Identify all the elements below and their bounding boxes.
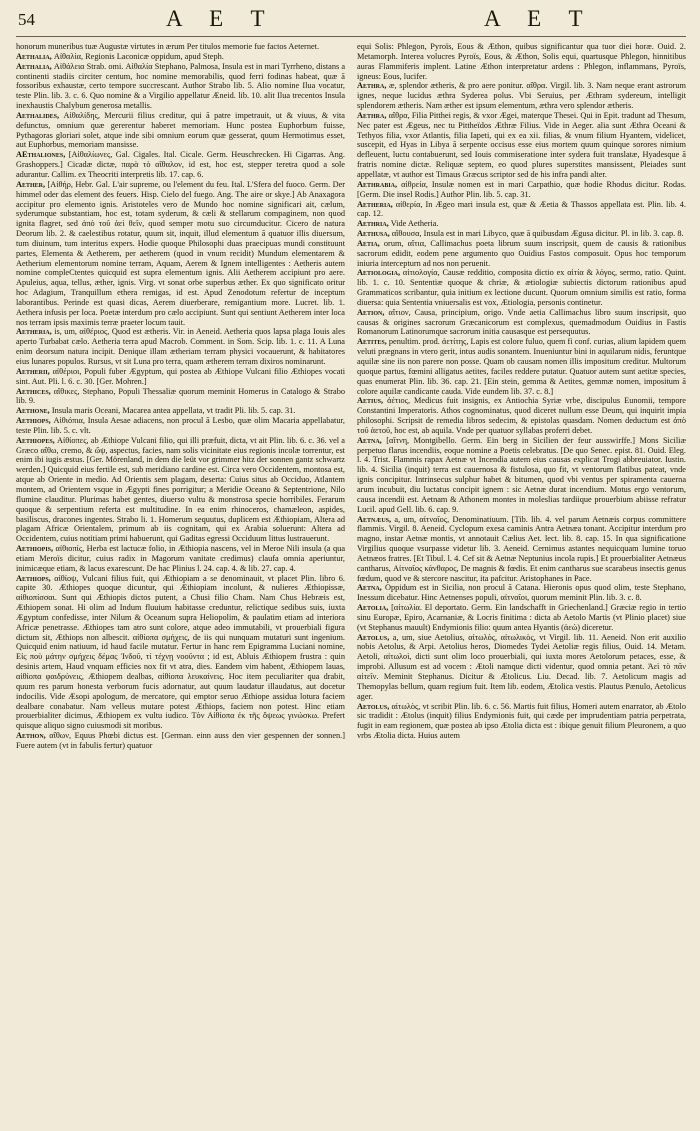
entry-headword: Aethices,: [16, 386, 51, 396]
running-head-left: A E T: [166, 6, 276, 31]
entry-text: Insula maris Oceani, Macarea antea appellata, vt tradit Pli. lib. 5. cap. 31.: [51, 406, 296, 416]
dictionary-entry: [357, 396, 686, 435]
entry-headword: Aethrabia,: [357, 179, 398, 189]
entry-headword: Aetius,: [357, 396, 384, 406]
entry-text: αἰθρεία, Insulæ nomen est in mari Carpathio, quæ hodie Rhodus dicitur. Rodas. [Germ. Die insel Rodis.] Author Plin. lib. 5. cap. 31.: [357, 179, 686, 199]
entry-headword: Aetiologia,: [357, 268, 401, 278]
entry-headword: Aethalia,: [16, 61, 52, 71]
running-header: [16, 6, 686, 37]
entry-text: æ, splendor ætheris, & pro aere ponitur. αἴθρα. Virgil. lib. 3. Nam neque erant astrorum ignes, neque lucidus æthra Syderea polus. Vbi Seruius, per Æthram sydereum, intelligit splendorem ætheris. Nam æther est ipsum elementum, æthra vero splendor ætheris.: [357, 81, 686, 111]
entry-text: αἴτιον, Causa, principium, origo. Vnde aetia Callimachus libro suum inscripsit, quo causas & origines sacrorum Græcanicorum est complexus, quemadmodum Ouidius in Fastis Romanorum Latinorumque sacrorum initia causasque est persequutus.: [357, 307, 686, 337]
entry-text: αἰθίοψ, Vulcani filius fuit, qui Æthiopiam a se denominauit, vt placet Plin. libro 6. capite 30. Æthiopes quoque dicuntur, qui Æthiopiam incolunt, & nulieres Æthiopissæ, αἰθιοπίσσαι. Sunt qui Æthiopis dictos putent, a Chusi filio Cham. Nam Chus Hebræis est, Æthiopem sonat. Hi olim ad Indum fluuium habitasse creduntur, relictique sedibus suis, iuxta Ægyptum confedisse, inter Nilum & Oceanum supra Heliopolim, & paulatim etiam ad interiora Africæ penetrasse. Æthiopes tam atro sunt colore, atque adeo immutabili, vt prouerbiali figura dictum sit, Æthiops non albescit. αἰθίοπα σμήχεις, de iis qui nunquam mutaturi sunt ingenium. Quicquid enim natiuum, id haud facile mutatur. Fertur in hanc rem Epigramma Luciani nomine, Εἰς ποὺ μάτην σμήχεις δέμας Ἰνδοῦ, τί τέχνῃ νοοῦντα ; id est, Abluis Æthiopem frustra : quin desinis artem, Haud vnquam efficies nox fit vt atra, dies. Eandem vim habent, Æthiopem lauas, αἰθίοπα φαιδρύνεις, Æthiopem dealbas, αἰθίοπα λευκαίνεις. Hoc item peculiariter qua drabit, quum res parum honesta verborum fucis adornatur, aut quum laudatur illaudatus, aut docetur indocilis. Vide Æsopi apologum, de mercatore, qui emptor seruo Æthiope assidua lotura faciem dealbare conabatur. Nam velleus mutare potest Æthiops, faciem non potest. Hinc etiam prouerbialiter dicimus, Æthiopem ex vultu iudico. Tὸν Αἰθίοπα ἐκ τῆς ὄψεως γινώσκω. Prefert quisque aliquo signo cuiusmodi sit moribus.: [16, 573, 345, 731]
dictionary-entry: [357, 583, 686, 603]
entry-headword: Aethone,: [16, 406, 50, 416]
dictionary-entry: [357, 436, 686, 515]
entry-text: orum, αἴτια, Callimachus poeta librum suum inscripsit, quem de causis & rationibus sacrorum edidit, eodem pene argumento quo Ouidius Fastos composuit. Opus hoc temporum iniuria intercepturn ad nos non peruenit.: [357, 238, 686, 268]
dictionary-entry: [16, 416, 345, 436]
entry-text: Vide Aetheria.: [390, 219, 439, 229]
entry-text: [αἰτωλία. El deportato. Germ. Ein landschafft in Griechenland.] Græciæ regio in tertio sinu Europæ, Epiro, Acarnaniæ, & Locris finitima : dicta ab Aetolo Martis (vt Plinio placet) siue (vt Stephanus mauult) Endymionis filio: quum antea Hyantis (ἀεώ) diceretur.: [357, 603, 686, 632]
entry-text: Oppidum est in Sicilia, non procul ā Catana. Hieronis opus quod olim, teste Stephano, Inessum dicebatur. Hinc Aetnenses populi, αἰτναῖοι, quorum meminit Plin. lib. 3. c. 8.: [357, 583, 686, 603]
entry-text: ἀέτιος, Medicus fuit insignis, ex Antiochia Syriæ vrbe, discipulus Eunomii, tempore Constantini Imperatoris. Athos cognominatus, quod diceret nullum esse Deum, qui inquirit impia philosophi. Scripsit de remedia libros sedecim, & epistolas quasdam. Nomen deductum est ἀπὸ τοῦ ἀετοῦ, hoc est, ab aquila. Vnde per quatuor syllabas proferri debet.: [357, 396, 686, 435]
entry-headword: Aethalides,: [16, 110, 60, 120]
dictionary-entry: [357, 308, 686, 338]
dictionary-entry: [16, 180, 345, 328]
entry-headword: Aethiopes,: [16, 435, 55, 445]
dictionary-entry: [16, 436, 345, 544]
entry-headword: Aetion,: [357, 307, 385, 317]
dictionary-entry: [357, 239, 686, 269]
dictionary-entry: [16, 574, 345, 732]
entry-headword: AEthaliones,: [16, 150, 66, 160]
dictionary-entry: [16, 406, 345, 416]
text-columns: [16, 42, 686, 1130]
entry-text: is, um, αἰθέριος, Quod est ætheris. Vir. in Aeneid. Aetheria quos lapsa plaga Iouis ales aperto Turbabat cælo. Aetheria terra apud Macrob. Comment. in Som. Scip. lib. 1. c. 11. A Luna enim deorsum natura incipit. Denique illam ætheriam terram physici vocauerunt, & habitatores eius lunares populos. Rursus, vt sit Luna pro terra, quam ætherem terram dixiros nominarunt.: [16, 327, 345, 366]
entry-headword: Aetna,: [357, 435, 382, 445]
entry-text: Αἰθάλεια Strab. omi. Αἰθαλία Stephano, Palmosa, Insula est in mari Tyrrheno, distans a continenti stadiis circiter centum, hoc nomine memorabilis, quod ferri fodinas habeat, quæ ā fossoribus exhaustæ, certo tempore succrescant. Author Strabo lib. 5. Alio nomine Ilua vocatur, teste Plin. lib. 3. c. 6. Quo nomine & a Virgilio appellatur Æneid. lib. 10. alit Ilua trecentos Insula inexhaustis Chalybum generosa metallis.: [16, 61, 345, 111]
entry-text: a, um, αἰτναῖος, Denominatiuum. [Tib. lib. 4. vel parum Aetnæis corpus committere flammis. Virgil. 8. Aeneid. Cyclopum exesa caminis Antra Aetnæa tonant. Accipitur interdum pro magno, instar Aetnæ montis, vt annotauit Cælius Aet. lect. lib. 8. cap. 15. In qua significatione Virgilius quoque vsurpasse videtur lib. 3. Aeneid. Cernimus astantes nequicquam lumine toruo Aetnæos fratres. [Et Tibul. l. 4. Cef sit & Aetnæ Neptunius incola rupis.] Et prouerbialiter Aetnæus cantharus, Αἰτναῖος κάνθαρος, De magnis & fœdis. Et enim cantharus sue scarabeus insectis genus fœdum, quod ve & stercore nascitur, ita pafcitur. Aristophanes in Pace.: [357, 514, 686, 583]
dictionary-entry: [357, 603, 686, 633]
dictionary-entry: [357, 337, 686, 396]
dictionary-entry: [357, 229, 686, 239]
entry-headword: Aetolus,: [357, 632, 390, 642]
dictionary-entry: [357, 81, 686, 111]
entry-headword: Aethalia,: [16, 51, 52, 61]
entry-headword: Aethon,: [16, 731, 46, 741]
entry-text: αἴθων, Equus Phœbi dictus est. [German. einn auss den vier gespennen der sonnen.] Fuere autem (vt in fabulis fertur) quatuor: [16, 731, 345, 750]
dictionary-entry: [16, 731, 345, 751]
entry-headword: Aetna,: [357, 583, 382, 593]
entry-text: Αἰθιόπια, Insula Aesae adiacens, non procul ā Lesbo, quæ olim Macaria appellabatur, teste Plin. lib. 5. c. vlt.: [16, 416, 345, 435]
entry-headword: Aethria,: [357, 219, 389, 229]
entry-text: Αἰθίοπες, ab Æthiope Vulcani filio, qui illi præfuit, dicta, vt ait Plin. lib. 6. c. 36. vel a Græco αἴθω, cremo, & ὤψ, aspectus, facies, nam solis vicinitate eius regionis incolæ torrentur, est enim ibi iugis æstus. [Ger. Mörenland, in dem die leüt vor grimmer hitz der sonnen gantz schwartz werden.] Quicquid eius fertile est, sub meridiano cardine est. Circa vero Occidentem, montosa est, atque ab Oriente in medio. Ad Orientis sem plagam, deserta: Cuius situs ab Occiduo, Atlantem montem, ad Orientem vsque in Ægypti fines porrigitur; a Meridie Oceano & Septentrione, Nilo flumine clauditur. Plurimas habet gentes, diuerso vultu & monstrosa specie horribiles. Ferarum quoque & serpentium referta est multitudine. In ea enim rhinoceros, chamæleon, aspides, basiliscus, dracones ingentes. Strabo li. 1. Homerum sequutus, duplicem est Æthiopiam, Altera ad plagam Africæ Orientalem, primum ab iis cognitam, qui ex Arabia soluerunt: Altera ad Occidentem, cuius notitiam primi habuerunt, qui Gaditas egressi Occiduum littus lustrauerunt.: [16, 435, 345, 544]
entry-text: αἰθέριοι, Populi fuber Ægyptum, qui postea ab Æthiope Vulcani filio Æthiopes vocati sint. Aut. Pli. l. 6. c. 30. [Ger. Mohren.]: [16, 366, 345, 386]
left-column: [16, 42, 345, 1130]
dictionary-entry: [16, 544, 345, 574]
dictionary-entry: [16, 327, 345, 366]
dictionary-entry: [357, 200, 686, 220]
entry-headword: Aethiopis,: [16, 544, 54, 554]
entry-text: [Αἰθαλίωνες, Gal. Cigales. Ital. Cicale. Germ. Heuschrecken. Hi Cigarras. Ang. Grashoppers.] Cicadæ dictæ, παρὰ τὸ αἴθαλον, id est, hoc est, stepper teretra quod a sole adurantur. Callim. ex Theocriti interpretis lib. 17. cap. 6.: [16, 150, 345, 179]
entry-text: [Αἰθήρ, Hebr. Gal. L'air supreme, ou l'element du feu. Ital. L'Sfera del fuoco. Germ. Der himmel oder das element des feuers. Hisp. Cielo del fuego. Ang. The aire or skye.] Ab Anaxagora accipitur pro elemento ignis. Aristoteles vero de Mundo hoc nomine significari ait, cælum, syderumque substantiam, hoc est, totam syderum, & cæli & stellarum compaginem, non quod ignita flagret, sed ἀπὸ τοῦ ἀεὶ θεῖν, quod semper motu suo circumducitur. Cicero de natura Deorum lib. 2. & caelestibus rotatur, quum sit, inquit, illud elementum ā quatuor illis diuersum, tum diuinum, tum interitus expers. Hodie quoque Philosophi duas praecipuas mundi constituunt partes, Elementa & Aetherem, per aetherem (quod in vnum recidit) Mundum elementarem & Aetherium elementorum nomine terram, Aquam, Aerem & Ignem intelligentes : Aetheris autem nomine compleCtentes quicquid est supra elementum ignis. Alii Aetherem accipiunt pro aere. Apuleius, aqua, tellus, æther, ignis. Virg. vt sonat orbe superbus æther. Ex quo significato oritur hoc Adagium, Tranquillum ethera remigas, id est. Apud Zenodotum refertur de inceptum laborantibus. Perinde est quasi dicas, Aerem diuerberare, remigantium more. Lucret. lib. 1. Aethera infusis per loca. Poetæ interdum pro cælo accipiunt. Sunt qui sentiunt Aetherem inter loca nos terram ipsis maximis terræ praeter locum tauit.: [16, 179, 345, 327]
entry-headword: Aetheria,: [16, 327, 52, 337]
page-number: 54: [18, 10, 35, 29]
dictionary-entry: [357, 515, 686, 584]
entry-headword: Aetolia,: [357, 603, 389, 613]
right-column: [357, 42, 686, 1130]
entry-headword: Aetites,: [357, 337, 387, 347]
dictionary-entry: [16, 42, 345, 52]
entry-headword: Aetheria,: [357, 199, 393, 209]
entry-text: αἰθερία, In Ægeo mari insula est, quæ & Æetia & Thassos appellata est. Plin. lib. 4. cap. 12.: [357, 199, 686, 219]
dictionary-entry: [357, 633, 686, 702]
entry-text: αἰθιοπίς, Herba est lactucæ folio, in Æthiopia nascens, vel in Meroe Nili insula (a qua etiam Meroïs dicitur, cuius radix in Magorum vanitate credimus) claufa omnia aperiuntur, inimicæque etiam, & lacus exarescunt. De hac Plinius l. 24. cap. 4. & lib. 27. cap. 4.: [16, 544, 345, 573]
dictionary-entry: [16, 387, 345, 407]
entry-text: αἴθικες, Stephano, Populi Thessaliæ quorum meminit Homerus in Catalogo & Strabo lib. 9.: [16, 386, 345, 406]
dictionary-entry: [16, 150, 345, 180]
entry-headword: Aethra,: [357, 110, 387, 120]
entry-headword: Aethiops,: [16, 416, 51, 426]
dictionary-entry: [357, 219, 686, 229]
entry-text: αἴθρα, Filia Pitthei regis, & vxor Ægei, materque Thesei. Qui in Epit. tradunt ad Thesum, Nec pater est Ægeus, nec tu Pittheïdos Æthræ Filius. Vide in Aeger. alia sunt Æthra Oceani & Tethyos filia, vxor Atlantis, filia Iapeti, qui ex ea xii. filias, & vnum filium Hyantem, videlicet, suscepit, ed Hyas in Libya ā serpente occisus esse eius mortem quum quinque sorores nimium defleuent, luctu contabuerunt, sed Iouis commiseratione inter sydera fuit translatæ, Hyadesque ā fratris nomine dictæ. Reliquæ septem, eo quod plures superstites mansissent, Pleiades sunt appellatæ, vt author est Timaus Græcus scriptor sed de his infra pandi alter.: [357, 110, 686, 179]
running-head-right: A E T: [484, 6, 594, 31]
entry-headword: Aetherii,: [16, 366, 50, 376]
entry-text: equi Solis: Phlegon, Pyroïs, Eous & Æthon, quibus significantur qua tuor diei horæ. Ouid. 2. Metamorph. Interea volucres Pyroïs, Eous, & Æthon, Solis equi, quartusque Phlegon, hinnitibus auras Flammiferis implent. Latine Æthon interpretatur ardens : Phlegon, inflammans, Pyroïs, igneus: Eous, lucifer.: [357, 42, 686, 81]
entry-headword: Aetnæus,: [357, 514, 392, 524]
entry-text: [αἴτνη, Montgibello. Germ. Ein berg in Sicilien der feur ausswirffe.] Mons Siciliæ perpetuo flarus incendiis, eoque nomine a Poetis celebratus. [De quo Senec. epist. 81. Ouid. Eleg. l. 4. Trist. Flammis rapax Aetnæ vt Incendia autem eius causas explicat Trogi abbreuiator. Iustin. lib. 4. Sicilia (inquit) terra est cauernosa & fistulosa, quo fit, vt ventorum flatibus pateat, vnde ignis concipitur. Intrinsecus sulphur habet & bitumen, quod vbi ventus per spiramenta cauerna arum incubuit, diu luctatus concipit ignem : sic Aetnæ durat incendium. Motus ergo ventorum, causa incendii est. Aetnam & Athonem montes in moleslias tardiique prouerbium abiisse refratur Lucil. apud Gell. lib. 6. cap. 9.: [357, 435, 686, 514]
dictionary-entry: [357, 180, 686, 200]
dictionary-entry: [16, 52, 345, 62]
dictionary-entry: [16, 111, 345, 150]
entry-headword: Aethra,: [357, 81, 387, 91]
dictionary-entry: [16, 367, 345, 387]
entry-text: penultim. prod. ἀετίτης, Lapis est colore fuluo, quem fi conf. curias, alium lapidem quem veluti prægnans in vtero gerit, intus audis sonantem. Inueniuntur bini in aquilarum nidis, feruntque aquilæ sine iis non parere non posse. Quam ob causam nomen illis impositum creditur. Multorum quoque partus, fœmini alligatus aetites, faciles reddere putatur. Quatuor autem sunt aetitæ species, quas enumerat Plin. lib. 36. cap. 21. [Ein stein, gemma & Aetites, gemmæ nomen, impositum ā colore aquilæ candicante cauda. Vide eundem lib. 37. c. 8.]: [357, 337, 686, 396]
dictionary-entry: [357, 42, 686, 81]
entry-headword: Aethusa,: [357, 229, 390, 239]
entry-text: αἴθουσα, Insula est in mari Libyco, quæ ā quibusdam Ægusa dicitur. Pl. in lib. 3. cap. 8.: [391, 229, 684, 239]
dictionary-entry: [357, 268, 686, 307]
entry-headword: Aetolus,: [357, 701, 390, 711]
dictionary-entry: [16, 62, 345, 111]
entry-headword: Aether,: [16, 179, 46, 189]
entry-text: Αἰθαλίδης, Mercurii filius creditur, qui ā patre impetrauit, ut & viuus, & vita defunctus, omnium quæ gererentur haberet memoriam. Hunc postea Euphorbum fuisse, Pythagoras gloriari solet, atque inde sibi omnium eorum quæ gesserat, quum Hermotimus esset, aut Euphorbus, memoriam mansisse.: [16, 110, 345, 150]
dictionary-entry: [357, 111, 686, 180]
entry-text: αἰτωλὸς, vt scribit Plin. lib. 6. c. 56. Martis fuit filius, Homeri autem enarrator, ab Ætolo sic tradidit : Ætolus (inquit) filius Endymionis fuit, qui cæde per imprudentiam patria perpetrata, fugit in eam regionem, quæ postea ab ipso Ætolia dicta est : ibique genuit filium Pleuronem, a quo vrbs Ætolia dicta. Huius autem: [357, 701, 686, 741]
entry-text: αἰτιολογία, Causæ redditio, composita dictio ex αἰτία & λόγος, sermo, ratio. Quint. lib. 1. c. 10. Sententiæ quoque & chriæ, & ætiologiæ subiectis dictorum rationibus apud Grammaticos scribantur, quia initium ex lectione ducunt. Quorum omnium similis est ratio, forma diuersa: quia Sententia vniuersalis est vox, Ætiologia, personis continetur.: [357, 268, 686, 307]
entry-headword: Aethiops,: [16, 573, 51, 583]
entry-text: a, um, siue Aetolius, αἰτωλὸς, αἰτωλικὸς, vt Virgil. lib. 11. Aeneid. Non erit auxilio nobis Aetolus, & Arpi. Aetolius heros, Diomedes Tydei Aetoliæ regis filius, Ouid. 14. Metam. Aetoli, αἰτωλοὶ, dicti sunt olim loco prouerbiali, qui iuxta mores Aetolorum petaces, esse, & improbi. Allusum est ad vocem : Ætoli namque dicti videntur, quod omnia petant. Ἀεὶ τὸ πᾶν αἰτεῖν. Meminit Stephanus. Dicitur & Ætolicus. Liu. Decad. lib. 7. Aetolicum magis ad Themopylas bellum, quam regium fuit. Item lib. eodem, Ætolica vestis. Plautus Pænulo, Aetolicus ager.: [357, 632, 686, 701]
entry-headword: Aetia,: [357, 238, 380, 248]
entry-text: honorum muneribus tuæ Augustæ virtutes in ærum Per titulos memorie fue factos Aeternet.: [16, 42, 320, 51]
entry-text: Αἰθαλία, Regionis Laconicæ oppidum, apud Steph.: [53, 51, 224, 61]
dictionary-entry: [357, 702, 686, 741]
